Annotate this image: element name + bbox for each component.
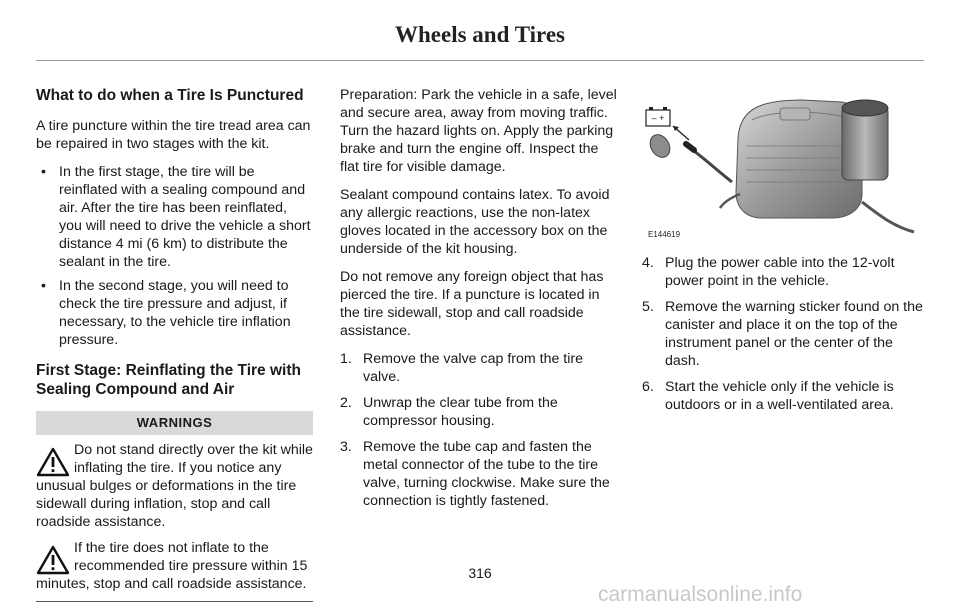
heading-first-stage: First Stage: Reinflating the Tire with Sealing Compound and Air (36, 362, 301, 398)
step-number: 5. (642, 299, 654, 315)
list-item (340, 394, 620, 430)
warning-text: Do not stand directly over the kit while inflating the tire. If you notice any unusual bulges or deformations in the tire sidewall during inflation, stop and call roadside assistance. (36, 442, 313, 530)
step-number: 3. (340, 439, 352, 455)
list-item (642, 254, 924, 290)
steps-list (642, 254, 924, 414)
bullet-mark: • (41, 164, 46, 180)
list-item (36, 163, 313, 271)
list-item (340, 350, 620, 386)
column-left (36, 86, 313, 602)
steps-list (340, 350, 620, 510)
warning-item (36, 441, 313, 531)
paragraph: Do not remove any foreign object that has pierced the tire. If a puncture is located in the tire sidewall, stop and call roadside assistance. (340, 269, 604, 339)
warnings-header: WARNINGS (36, 411, 313, 435)
bullet-mark: • (41, 278, 46, 294)
figure-id: E144619 (648, 230, 681, 239)
warnings-divider (36, 601, 313, 602)
intro-paragraph: A tire puncture within the tire tread area can be repaired in two stages with the kit. (36, 118, 311, 152)
column-right (642, 108, 924, 422)
step-text: Unwrap the clear tube from the compressor housing. (363, 395, 558, 429)
stage-list (36, 163, 313, 349)
step-number: 6. (642, 379, 654, 395)
list-item-text: In the first stage, the tire will be reinflated with a sealing compound and air. After the tire has been reinflated, you will need to drive the vehicle a short distance 4 mi (6 km) to distribute the sealant in the tire. (59, 164, 311, 270)
paragraph: Sealant compound contains latex. To avoid any allergic reactions, use the non-latex gloves located in the accessory box on the underside of the kit housing. (340, 187, 610, 257)
step-number: 2. (340, 395, 352, 411)
page-number: 316 (468, 565, 492, 581)
step-number: 1. (340, 351, 352, 367)
page-section-title: Wheels and Tires (395, 22, 565, 47)
warning-triangle-icon (36, 447, 70, 477)
list-item (642, 298, 924, 370)
compressor-illustration (642, 86, 922, 246)
header-divider (36, 60, 924, 61)
list-item (36, 277, 313, 349)
list-item-text: In the second stage, you will need to check the tire pressure and adjust, if necessary, to the vehicle tire inflation pressure. (59, 278, 291, 348)
watermark: carmanualsonline.info (598, 583, 803, 606)
battery-label: – + (651, 113, 665, 123)
step-text: Remove the warning sticker found on the canister and place it on the top of the instrument panel or the center of the dash. (665, 299, 923, 369)
list-item (642, 378, 924, 414)
compressor-figure (642, 86, 922, 246)
step-text: Plug the power cable into the 12-volt power point in the vehicle. (665, 255, 895, 289)
list-item (340, 438, 620, 510)
warning-text: If the tire does not inflate to the recommended tire pressure within 15 minutes, stop and call roadside assistance. (36, 540, 308, 592)
heading-tire-punctured: What to do when a Tire Is Punctured (36, 87, 304, 104)
step-text: Remove the tube cap and fasten the metal connector of the tube to the tire valve, turning clockwise. Make sure the connection is tightly fastened. (363, 439, 610, 509)
step-text: Start the vehicle only if the vehicle is outdoors or in a well-ventilated area. (665, 379, 894, 413)
column-middle (340, 86, 620, 518)
paragraph: Preparation: Park the vehicle in a safe, level and secure area, away from moving traffic. Turn the hazard lights on. Apply the parking brake and turn the engine off. Inspect the flat tire for visible damage. (340, 87, 617, 175)
step-number: 4. (642, 255, 654, 271)
step-text: Remove the valve cap from the tire valve. (363, 351, 584, 385)
